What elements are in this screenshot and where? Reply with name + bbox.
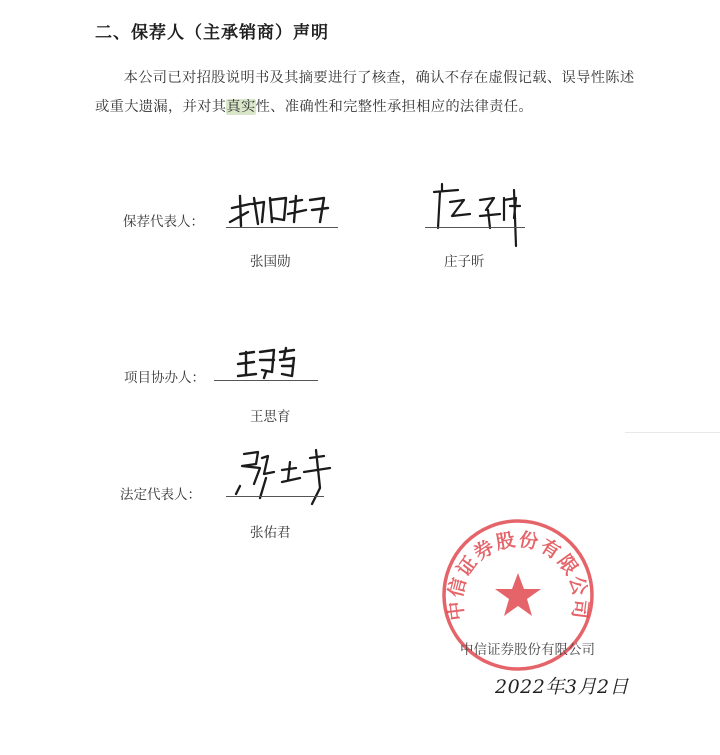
signing-date: 2022年3月2日 (495, 676, 630, 698)
legal-rep-label: 法定代表人： (120, 487, 201, 503)
statement-paragraph (95, 64, 635, 122)
legal-rep-name: 张佑君 (250, 525, 291, 541)
divider (625, 432, 720, 433)
signature-line-1 (226, 227, 338, 228)
signature-zhuang-zixin (430, 176, 530, 254)
seal-text: 中信证券股份有限公司 (444, 528, 592, 622)
signature-wang-siyu (236, 346, 302, 382)
sponsor-rep-name-1: 张国勋 (250, 254, 291, 270)
sponsor-reps-label: 保荐代表人： (123, 214, 204, 230)
statement-highlight: 真实 (226, 99, 256, 115)
signature-line-4 (226, 496, 324, 497)
sponsor-rep-name-2: 庄子昕 (444, 254, 485, 270)
section-heading: 二、保荐人（主承销商）声明 (95, 23, 329, 43)
co-organizer-label: 项目协办人： (124, 370, 205, 386)
star-icon (495, 573, 541, 616)
statement-text-before: 本公司已对招股说明书及其摘要进行了核查，确认不存在虚假记载、误导性陈述或重大遗漏，并对其 (95, 70, 635, 115)
signature-line-2 (425, 227, 525, 228)
statement-text-after: 性、准确性和完整性承担相应的法律责任。 (255, 99, 533, 115)
co-organizer-name: 王思育 (250, 409, 291, 425)
signature-zhang-youjun (230, 448, 340, 510)
signature-line-3 (214, 380, 318, 381)
company-name: 中信证券股份有限公司 (460, 642, 595, 658)
